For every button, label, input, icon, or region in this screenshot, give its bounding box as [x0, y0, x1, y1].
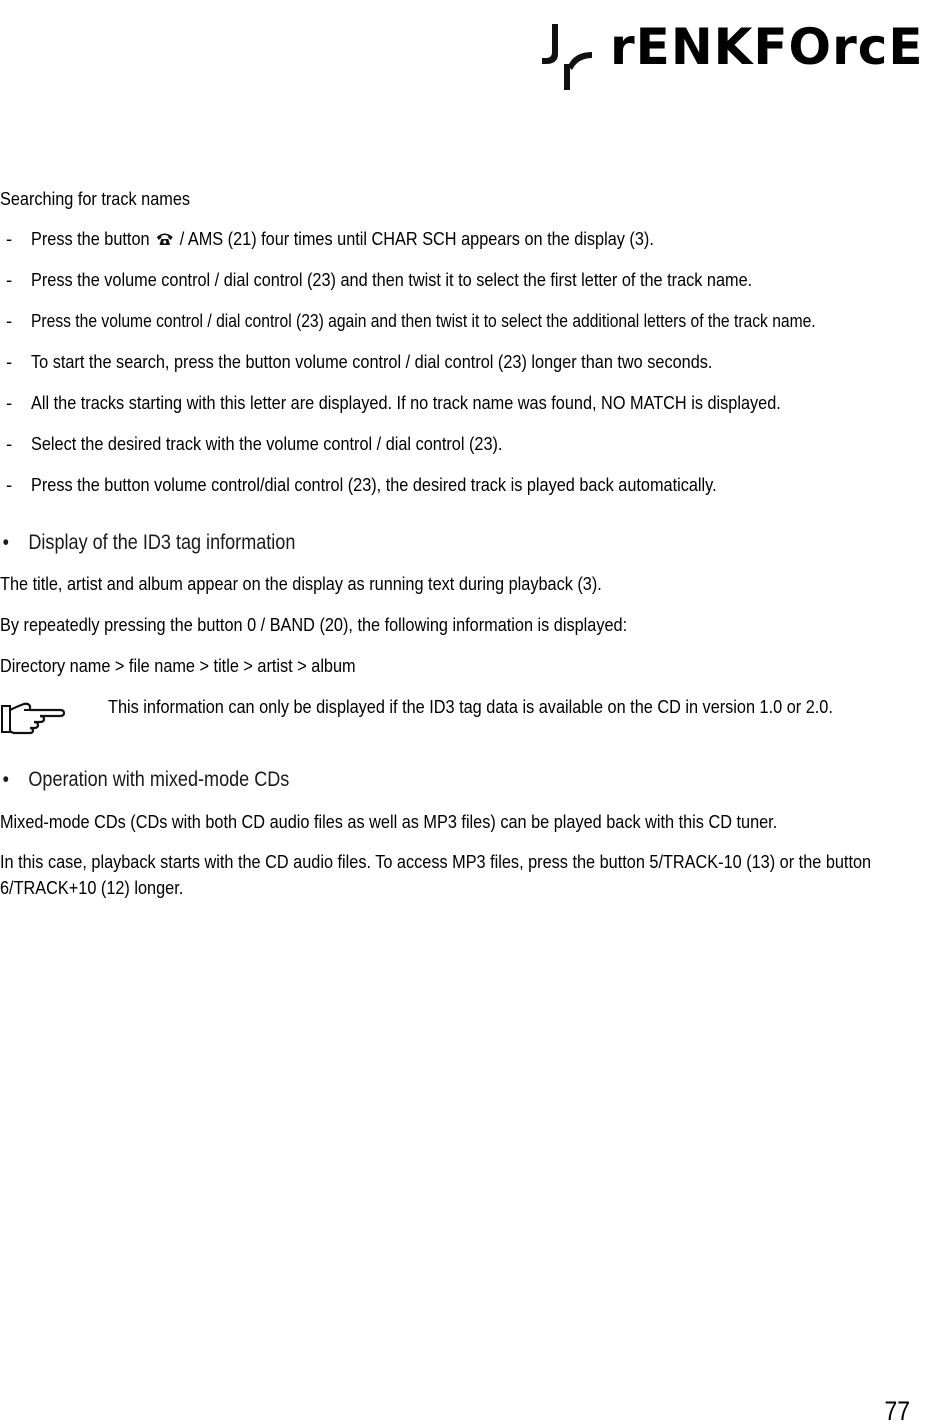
- paragraph: Directory name > file name > title > artist > album: [0, 655, 356, 676]
- paragraph: By repeatedly pressing the button 0 / BAND (20), the following information is displayed:: [0, 614, 628, 635]
- note-text: This information can only be displayed if the ID3 tag data is available on the CD in version 1.0 or 2.0.: [108, 696, 833, 717]
- list-item-text: Select the desired track with the volume control / dial control (23).: [31, 433, 503, 454]
- list-dash: -: [6, 474, 13, 495]
- brand-wordmark: rENKFOrcE: [610, 18, 924, 76]
- list-dash: -: [6, 433, 13, 454]
- phone-icon: [156, 232, 174, 246]
- list-item: [0, 267, 950, 297]
- list-dash: -: [6, 269, 13, 290]
- section-heading-track-search: Searching for track names: [0, 188, 191, 209]
- list-item-text: Press the volume control / dial control (23) again and then twist it to select the additional letters of the track name.: [31, 310, 816, 331]
- list-item-text: Press the button volume control/dial control (23), the desired track is played back automatically.: [31, 474, 717, 495]
- renkforce-jr-mark-icon: [538, 20, 598, 92]
- brand-logo: [538, 18, 924, 92]
- section-heading-mixed-mode: • Operation with mixed-mode CDs: [2, 768, 290, 791]
- list-item-text: To start the search, press the button volume control / dial control (23) longer than two seconds.: [31, 351, 713, 372]
- list-item: [0, 472, 950, 502]
- list-dash: -: [6, 228, 13, 249]
- list-dash: -: [6, 392, 13, 413]
- paragraph: In this case, playback starts with the CD audio files. To access MP3 files, press the button 5/TRACK-10 (13) or the button 6/TRACK+10 (12) longer.: [0, 851, 872, 898]
- paragraph: The title, artist and album appear on the display as running text during playback (3).: [0, 573, 602, 594]
- list-item-text: Press the volume control / dial control (23) and then twist it to select the first letter of the track name.: [31, 269, 753, 290]
- pointing-hand-icon: [0, 700, 66, 736]
- list-dash: -: [6, 310, 13, 331]
- page-number: 77: [884, 1396, 910, 1426]
- list-item-text: Press the button / AMS (21) four times until CHAR SCH appears on the display (3).: [31, 228, 654, 249]
- list-dash: -: [6, 351, 13, 372]
- list-item: [0, 308, 950, 338]
- list-item: [0, 226, 950, 256]
- list-item: [0, 349, 950, 379]
- list-item-text: All the tracks starting with this letter are displayed. If no track name was found, NO MATCH is displayed.: [31, 392, 781, 413]
- list-item: [0, 431, 950, 461]
- section-heading-id3: • Display of the ID3 tag information: [2, 531, 296, 554]
- paragraph: Mixed-mode CDs (CDs with both CD audio files as well as MP3 files) can be played back with this CD tuner.: [0, 811, 778, 832]
- list-item: [0, 390, 950, 420]
